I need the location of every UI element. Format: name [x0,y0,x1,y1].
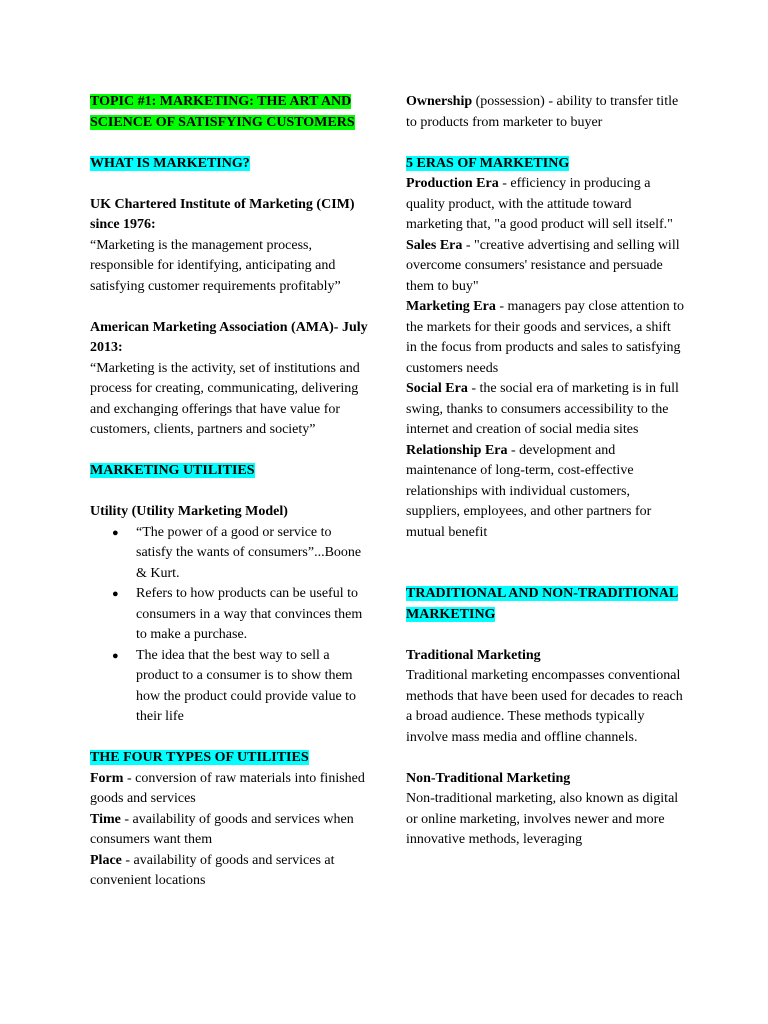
what-is-marketing-heading: WHAT IS MARKETING? [90,155,250,171]
era-social: Social Era - the social era of marketing is in full swing, thanks to consumers accessibility to the internet and creation of social media sites [406,381,679,437]
ama-definition-quote: “Marketing is the activity, set of institutions and process for creating, communicating, delivering and exchanging offerings that have value for customers, clients, partners and society” [90,360,360,437]
eras-heading: 5 ERAS OF MARKETING [406,155,570,171]
cim-definition-title: UK Chartered Institute of Marketing (CIM) since 1976: [90,196,355,232]
utility-type-form: Form - conversion of raw materials into finished goods and services [90,770,365,806]
utility-model-title: Utility (Utility Marketing Model) [90,504,288,519]
utility-bullet-list [90,523,368,728]
topic-title: TOPIC #1: MARKETING: THE ART AND SCIENCE OF SATISFYING CUSTOMERS [90,94,355,130]
traditional-text: Traditional marketing encompasses conventional methods that have been used for decades to reach a broad audience. These methods typically involve mass media and offline channels. [406,668,683,745]
cim-definition-quote: “Marketing is the management process, responsible for identifying, anticipating and satisfying customer requirements profitably” [90,237,341,294]
four-types-heading: THE FOUR TYPES OF UTILITIES [90,750,309,765]
era-marketing: Marketing Era - managers pay close attention to the markets for their goods and services, a shift in the focus from products and sales to satisfying customers needs [406,299,684,376]
traditional-heading: TRADITIONAL AND NON-TRADITIONAL MARKETING [406,586,679,622]
list-item: ● Refers to how products can be useful to consumers in a way that convinces them to make a purchase. [90,584,368,646]
traditional-title: Traditional Marketing [406,647,541,663]
non-traditional-title: Non-Traditional Marketing [406,770,571,786]
era-relationship: Relationship Era - development and maintenance of long-term, cost-effective relationships with individual customers, suppliers, employees, and other partners for mutual benefit [406,442,652,540]
list-item: ● The idea that the best way to sell a product to a consumer is to show them how the product could provide value to their life [90,646,368,728]
ama-definition-title: American Marketing Association (AMA)- July 2013: [90,319,368,355]
era-sales: Sales Era - "creative advertising and selling will overcome consumers' resistance and persuade them to buy" [406,237,680,294]
marketing-utilities-heading: MARKETING UTILITIES [90,463,255,478]
non-traditional-text: Non-traditional marketing, also known as digital or online marketing, involves newer and more innovative methods, leveraging [406,791,679,847]
utility-type-ownership: Ownership (possession) - ability to transfer title to products from marketer to buyer [406,94,679,130]
utility-type-time: Time - availability of goods and services when consumers want them [90,811,354,847]
utility-type-place: Place - availability of goods and services at convenient locations [90,852,335,888]
era-production: Production Era - efficiency in producing a quality product, with the attitude toward marketing that, "a good product will sell itself." [406,176,673,232]
right-column [406,92,684,851]
list-item: ● “The power of a good or service to satisfy the wants of consumers”...Boone & Kurt. [90,523,368,585]
left-column [90,92,368,892]
